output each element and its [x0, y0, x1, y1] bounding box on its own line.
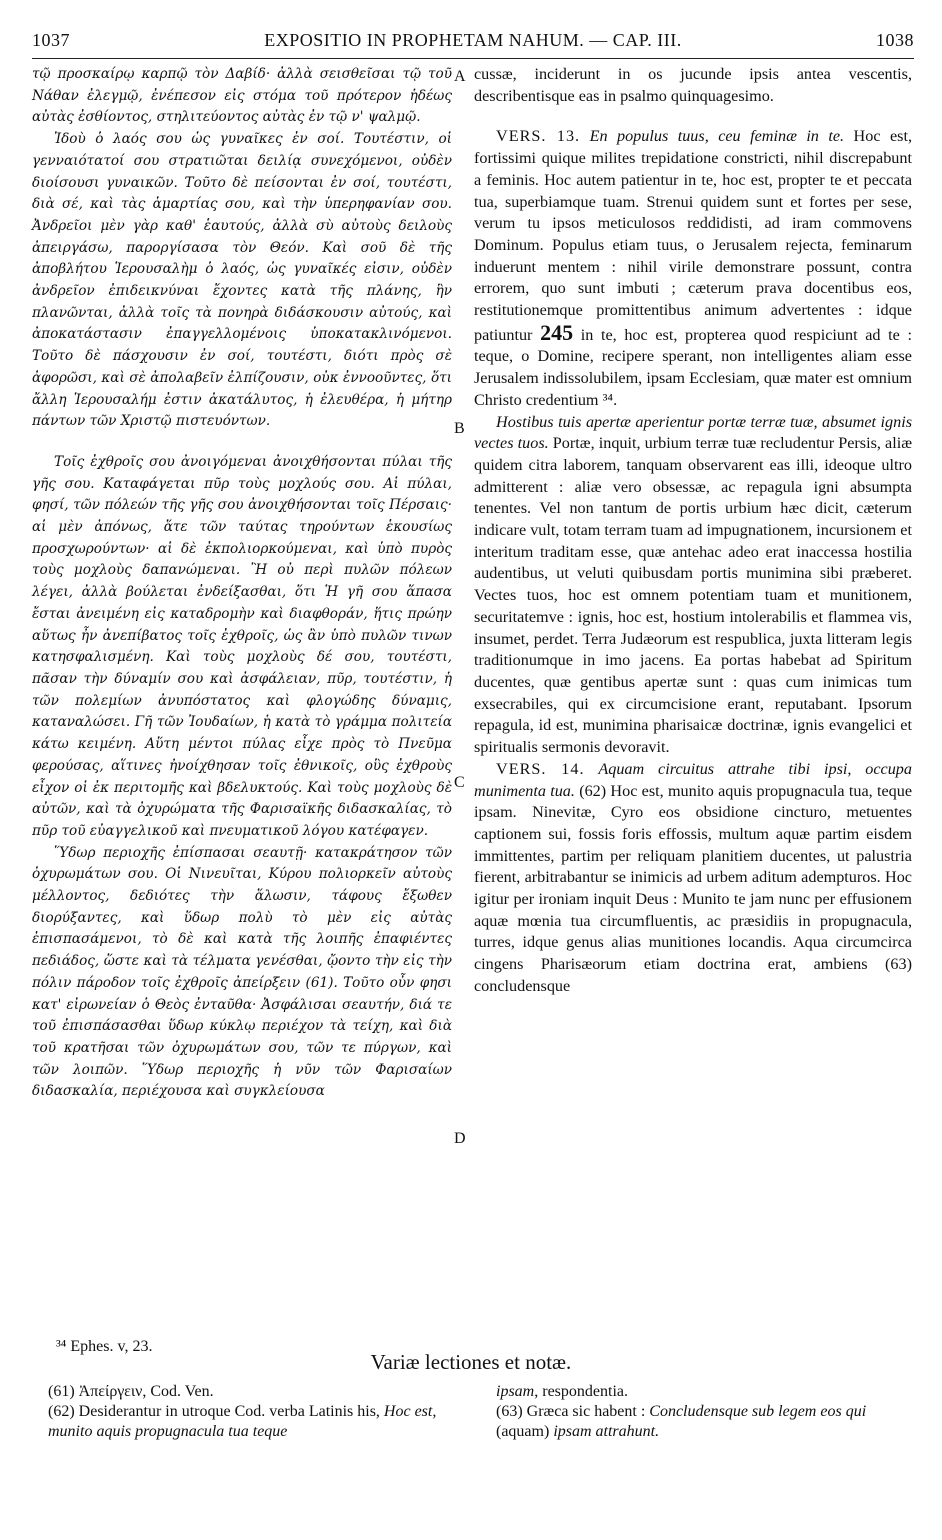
page-number-right: 1038	[876, 30, 914, 50]
note-61-greek: Ἀπείργειν,	[78, 1383, 147, 1400]
header-rule	[32, 58, 914, 59]
verse-13-text-b: in te, hoc est, propterea quod respiciunt ad te : teque, o Domine, recipere sperant, non intelligentes aliam esse Jerusalem indissolubilem, ipsam Ecclesiam, quæ mater est omnium Christo credentium ³⁴.	[474, 325, 912, 409]
note-62-italic: Hoc est, munito aquis propugnacula tua teque	[48, 1403, 437, 1440]
greek-column	[32, 64, 452, 1103]
note-63	[496, 1402, 916, 1442]
page-number-left: 1037	[32, 30, 70, 50]
verse-13-label: VERS. 13.	[496, 127, 581, 146]
note-63-italic-2: ipsam attrahunt.	[553, 1423, 660, 1440]
greek-paragraph-1: τῷ προσκαίρῳ καρπῷ τὸν Δαβίδ· ἀλλὰ σεισθεῖσαι τῷ τοῦ Νάθαν ἐλεγμῷ, ἐνέπεσον εἰς στόμα τοῦ πρότερον ἡδέως αὐτὰς ἐσθίοντος, στηλιτεύοντος αὐτὰς ἐν τῷ ν' ψαλμῷ.	[32, 66, 452, 126]
notes-right	[496, 1382, 916, 1442]
latin-paragraph-3	[474, 412, 912, 759]
notes-left	[48, 1382, 468, 1442]
latin-paragraph-1: cussæ, inciderunt in os jucunde ipsis antea vescentis, describentisque eas in psalmo quinquagesimo.	[474, 65, 912, 105]
margin-letter-c: C	[454, 774, 465, 791]
note-61	[48, 1382, 468, 1402]
note-62-cont-italic: ipsam	[496, 1383, 535, 1400]
note-62-text: (62) Desiderantur in utroque Cod. verba Latinis his,	[48, 1403, 380, 1420]
latin-column	[474, 64, 912, 998]
footnote: ³⁴ Ephes. v, 23.	[56, 1338, 153, 1355]
verse-14-label: VERS. 14.	[496, 759, 585, 778]
note-62-continued	[496, 1382, 916, 1402]
verse-13-lemma: En populus tuus, ceu feminæ in te.	[589, 127, 845, 146]
greek-paragraph-3: Τοῖς ἐχθροῖς σου ἀνοιγόμεναι ἀνοιχθήσονται πύλαι τῆς γῆς σου. Καταφάγεται πῦρ τοὺς μοχλούς σου. Αἱ πύλαι, φησί, τῶν πόλεών τῆς γῆς σου ἀνοιχθήσονται τοῖς Πέρσαις· αἱ μὲν ἀπόνως, ἅτε τῶν ταύτας τηρούντων ἑκουσίως προσχωρούντων· αἱ δὲ ἐκπολιορκούμεναι, καὶ ὑπὸ πυρὸς τοὺς μοχλοὺς δαπανώμεναι. Ἢ οὐ περὶ πυλῶν πόλεων λέγει, ἀλλὰ βούλεται ἐνδείξασθαι, ὅτι Ἡ γῆ σου ἅπασα ἔσται ἀνειμένη εἰς καταδρομὴν καὶ διαφθοράν, ἥτις πρώην αὕτως ἦν ἀνεπίβατος τοῖς ἐχθροῖς, ὡς ἂν ὑπὸ πυλῶν τινων κατησφαλισμένη. Καὶ τοὺς μοχλοὺς δέ σου, τουτέστι, πᾶσαν τὴν δύναμίν σου καὶ ἀσφάλειαν, πῦρ, τουτέστιν, ἡ τῶν πολεμίων ἀνυπόστατος καὶ φλογώδης δύναμις, καταναλώσει. Γῆ τῶν Ἰουδαίων, ἡ κατὰ τὸ γράμμα πολιτεία κάτω κειμένη. Αὕτη μέντοι πύλας εἶχε πρὸς τὸ Πνεῦμα φερούσας, αἵτινες ἠνοίχθησαν τοῖς ἐθνικοῖς, οὓς ἐχθροὺς εἶχον οἱ ἐκ περιτομῆς καὶ βδελυκτούς. Καὶ τοὺς μοχλοὺς δὲ αὐτῶν, καὶ τὰ ὀχυρώματα τῆς Φαρισαϊκῆς διδασκαλίας, τὸ πῦρ τοῦ εὐαγγελικοῦ καὶ πνευματικοῦ λόγου κατέφαγεν.	[32, 453, 452, 839]
latin-verse-13	[474, 126, 912, 411]
running-header	[32, 30, 914, 54]
margin-letter-a: A	[454, 68, 466, 85]
running-title: EXPOSITIO IN PROPHETAM NAHUM. — CAP. III.	[264, 30, 682, 50]
margin-letter-d: D	[454, 1130, 466, 1147]
latin-paragraph-3-text: Portæ, inquit, urbium terræ tuæ recludentur Persis, aliæ quidem citra laborem, tanquam observarent eas illi, ideoque ultro admitterent : aliæ vero obsessæ, ac repagula igni absumpta tenentes. Vel non tantum de portis urbium hæc dicit, cæterum indicare vult, totam terram tuam ad impugnationem, incursionem et interitum traditam esse, quæ antehac adeo erat inaccessa hostilia audentibus, ut veluti quibusdam portis munimina sibi præberet. Vectes tuos, hoc est omnem potentiam tuam et munitionem, securitatemve : ignis, hoc est, hostium intolerabilis et flammea vis, insumet, perdet. Terra Judæorum est respublica, juxta litteram legis traditionumque in imo jacens. Ea portas habebat ad Spiritum ducentes, quæ gentibus apertæ sunt : quas cum inimicas tum exsecrabiles, qui ex circumcisione erant, reputabant. Ipsorum repagula, id est, munimina pharisaicæ doctrinæ, ignis evangelici et spiritualis sermonis devoravit.	[474, 434, 912, 757]
verse-13-text-a: Hoc est, fortissimi quique milites trepidatione constricti, nihil discrepabunt a feminis. Hoc autem patientur in te, hoc est, propter te et peccata tua, superbiamque tuam. Strenui quidem sunt et fortes per sese, verum tu ipsos meticulosos reddidisti, ad iram commovens Dominum. Populus etiam tuus, o Jerusalem rejecta, feminarum induerunt mentem : nihil virile demonstrare possunt, contra errorem, quo sunt imbuti ; cæterum prava docentibus eos, restitutionemque promittentibus animum advertentes : idque patiuntur	[474, 127, 912, 344]
note-61-text: Cod. Ven.	[150, 1383, 214, 1400]
note-63-text: (63) Græca sic habent :	[496, 1403, 646, 1420]
verse-14-text: (62) Hoc est, munito aquis propugnacula tua, teque ipsam. Ninevitæ, Cyro eos obsidione cincturo, metuentes captionem sui, fossis foris effossis, multum aquæ partim eisdem immittentes, partim per reliquam planitiem ducentes, ut palustria fierent, arbitrabantur se inimicis ad urbem aditum adempturos. Hoc igitur per ironiam inquit Deus : Munito te jam nunc per effusionem aquæ mœnia tua circumfluentis, ac præsidiis in propugnacula, turres, idque genus alias munitiones locandis. Aqua circumcirca cingens Pharisæorum etiam doctrina erat, ambiens (63) concludensque	[474, 781, 913, 995]
note-63-paren: (aquam)	[496, 1423, 550, 1440]
verse-14-lemma: Aquam circuitus attrahe tibi ipsi, occupa munimenta tua.	[474, 759, 912, 800]
variae-heading: Variæ lectiones et notæ.	[370, 1350, 572, 1374]
margin-letter-b: B	[454, 420, 465, 437]
note-63-italic-1: Concludensque sub legem eos qui	[649, 1403, 867, 1420]
greek-paragraph-2: Ἰδοὺ ὁ λαός σου ὡς γυναῖκες ἐν σοί. Τουτέστιν, οἱ γενναιότατοί σου στρατιῶται δειλίᾳ συνεχόμενοι, οὐδὲν διοίσουσι γυναικῶν. Τοῦτο δὲ πείσονται ἐν σοί, τουτέστι, διὰ σέ, καὶ τὰς ἁμαρτίας σου, καὶ τὴν ὑπερηφανίαν σου. Ἀνδρεῖοι μὲν γὰρ καθ' ἑαυτούς, ἀλλὰ σὺ αὐτοὺς δειλοὺς ἀπειργάσω, παροργίσασα τὸν Θεόν. Καὶ σοῦ δὲ τῆς ἀποβλήτου Ἱερουσαλὴμ ὁ λαός, ὡς γυναῖκές εἰσιν, οὐδὲν ἀνδρεῖον ἐπιδεικνύναι ἔχοντες κατὰ τῆς πλάνης, ἣν πλανῶνται, ἀλλὰ τοῖς τὰ πονηρὰ διδάσκουσιν αὐτούς, καὶ ἀποκατάστασιν ἐπαγγελλομένοις ὑποκατακλινόμενοι. Τοῦτο δὲ πάσχουσιν ἐν σοί, τουτέστι, διότι πρὸς σὲ ἀφορῶσι, καὶ σὲ ἀπολαβεῖν ἐλπίζουσιν, οὐκ ἐννοοῦντες, ὅτι ἄλλη Ἱερουσαλήμ ἐστιν ἀκατάλυτος, ἡ ἐλευθέρα, ἡ μήτηρ πάντων τῶν Χριστῷ πιστευόντων.	[32, 131, 452, 430]
note-62-cont-text: , respondentia.	[534, 1383, 628, 1400]
note-62	[48, 1402, 468, 1442]
note-61-label: (61)	[48, 1383, 75, 1400]
column-number: 245	[540, 319, 574, 345]
greek-paragraph-4: Ὕδωρ περιοχῆς ἐπίσπασαι σεαυτῇ· κατακράτησον τῶν ὀχυρωμάτων σου. Οἱ Νινευῖται, Κύρου πολιορκεῖν αὐτοὺς μέλλοντος, δεδιότες τὴν ἅλωσιν, τάφους ἔξωθεν διορύξαντες, καὶ ὕδωρ πολὺ τὸ μὲν εἰς αὐτὰς ἐπισπασάμενοι, τὸ δὲ καὶ κατὰ τῆς λοιπῆς ἐπαφιέντες πεδιάδος, ὥστε καὶ τὰ τέλματα γενέσθαι, ᾤοντο τὴν εἰς τὴν πόλιν πάροδον τοῖς ἐχθροῖς ἀπείρξειν (61). Τοῦτο οὖν φησι κατ' εἰρωνείαν ὁ Θεὸς ἐνταῦθα· Ἀσφάλισαι σεαυτήν, διά τε τοῦ ἐπισπάσασθαι ὕδωρ κύκλῳ περιέχον τὰ τείχη, καὶ διὰ τοῦ κρατῆσαι τῶν ὀχυρωμάτων σου, τῶν τε πύργων, καὶ τῶν λοιπῶν. Ὕδωρ περιοχῆς ἡ νῦν τῶν Φαρισαίων διδασκαλία, περιέχουσα καὶ συγκλείουσα	[32, 844, 452, 1100]
lemma-hostibus: Hostibus tuis apertæ aperientur portæ terræ tuæ, absumet ignis vectes tuos.	[474, 412, 912, 453]
latin-verse-14	[474, 759, 912, 998]
